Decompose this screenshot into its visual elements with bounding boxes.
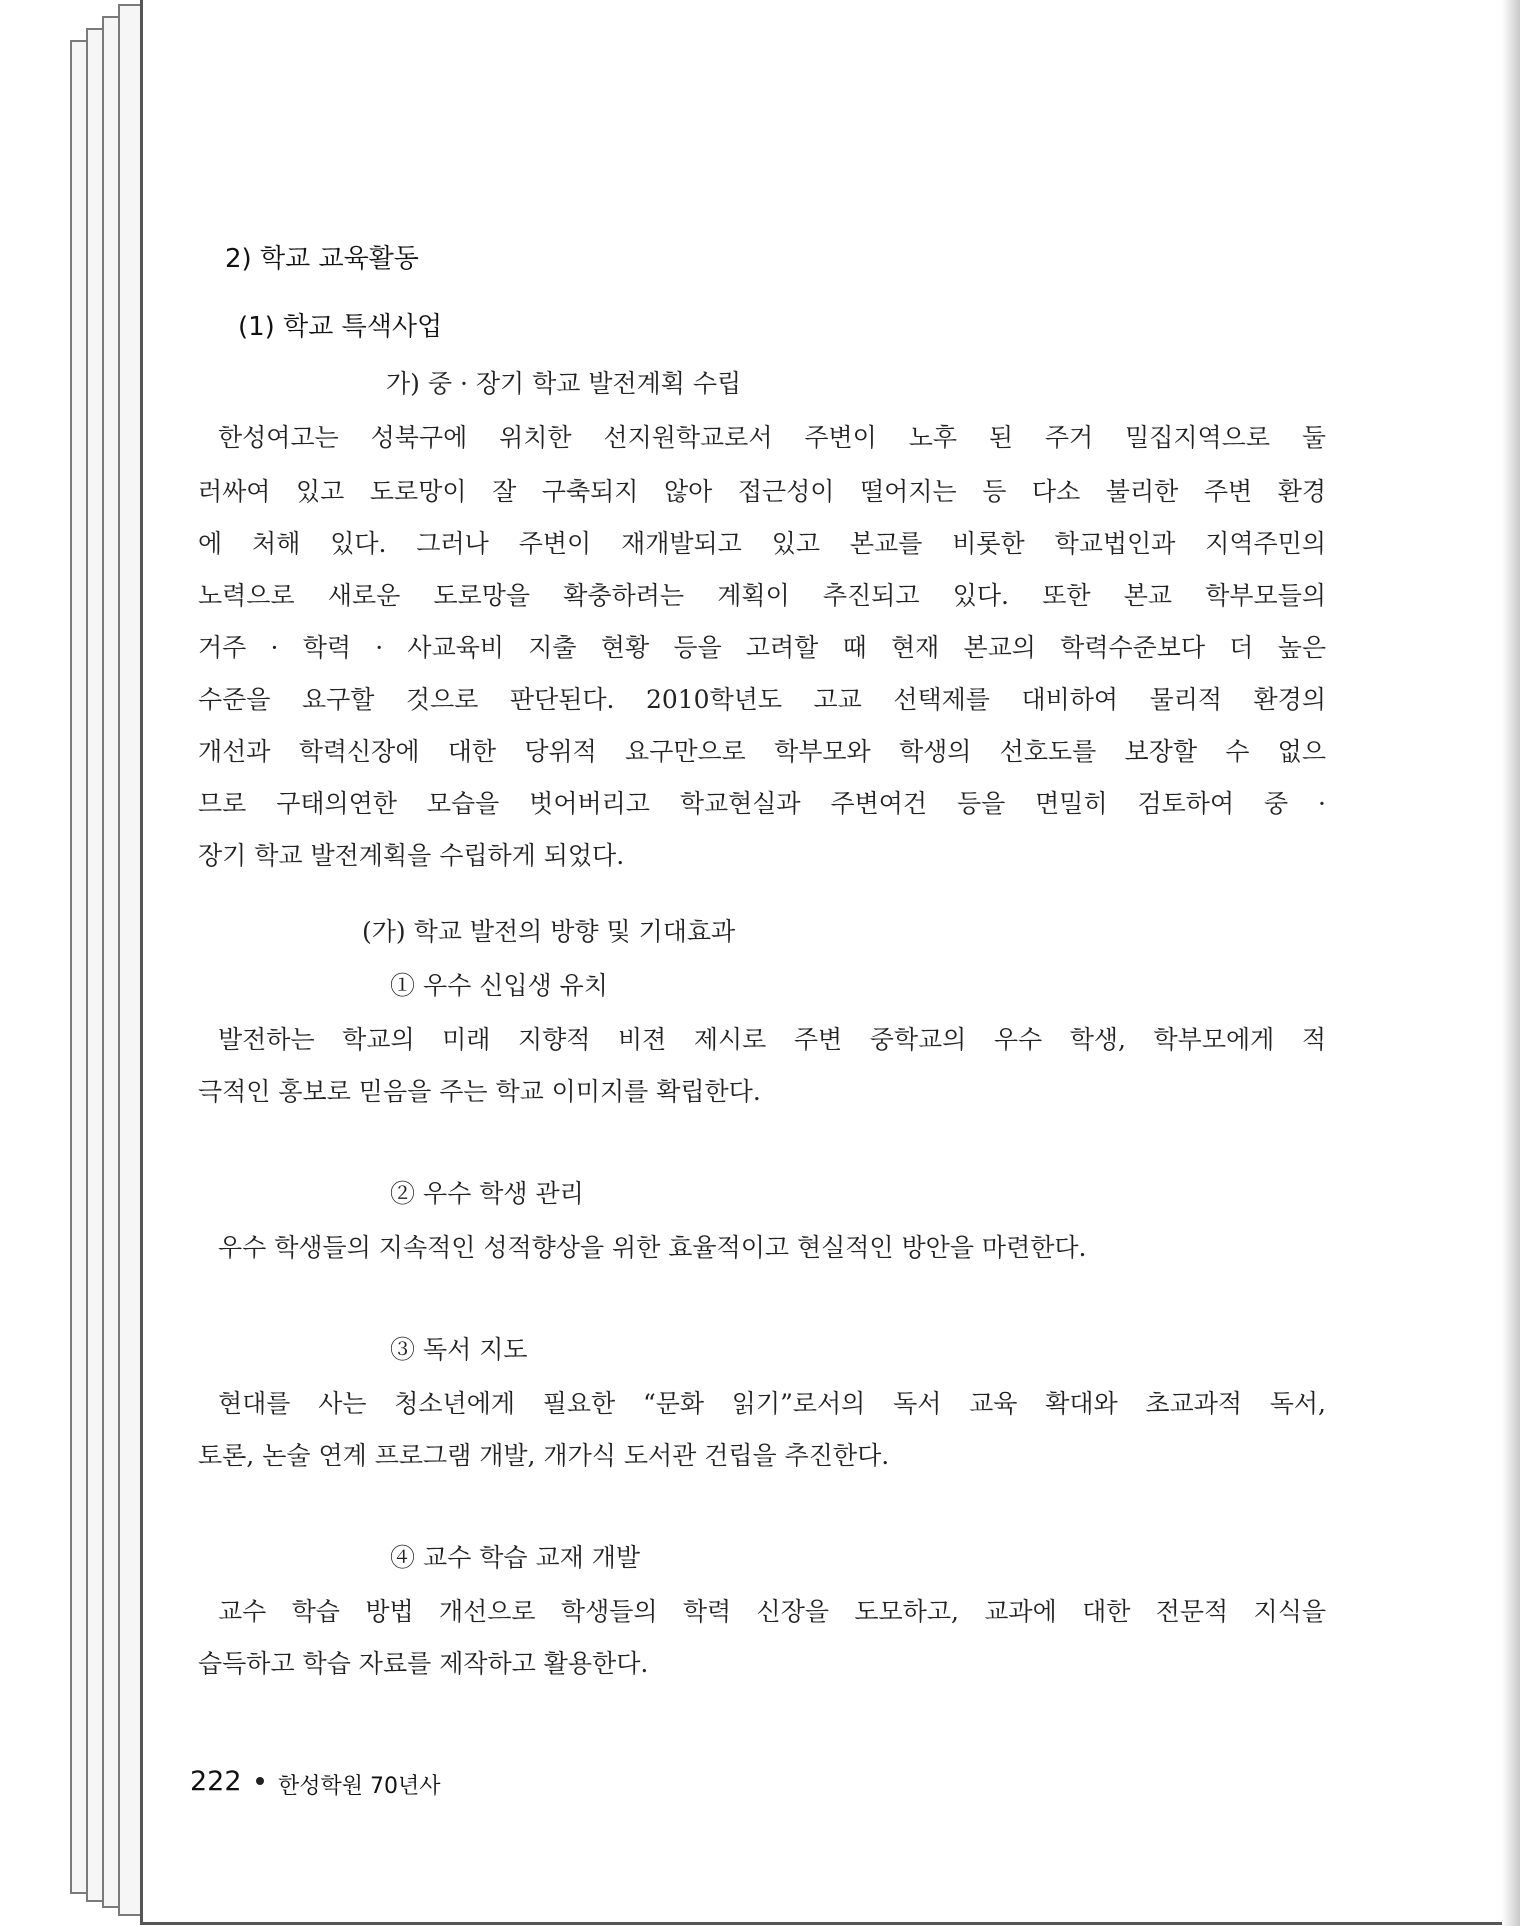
subsection-heading: (1) 학교 특색사업 <box>238 312 443 342</box>
paragraph-line: 러싸여 있고 도로망이 잘 구축되지 않아 접근성이 떨어지는 등 다소 불리한 주변 환경 <box>198 477 1326 506</box>
paragraph-line: 수준을 요구할 것으로 판단된다. 2010학년도 고교 선택제를 대비하여 물리적 환경의 <box>198 685 1326 714</box>
list-item-title: ③ 독서 지도 <box>390 1335 528 1364</box>
page-sheet <box>140 0 1505 1925</box>
paragraph-line: 개선과 학력신장에 대한 당위적 요구만으로 학부모와 학생의 선호도를 보장할 수 없으 <box>198 737 1326 766</box>
paragraph-line: 토론, 논술 연계 프로그램 개발, 개가식 도서관 건립을 추진한다. <box>198 1441 890 1470</box>
paragraph-line: 발전하는 학교의 미래 지향적 비젼 제시로 주변 중학교의 우수 학생, 학부모에게 적 <box>218 1025 1326 1054</box>
paragraph-line: 므로 구태의연한 모습을 벗어버리고 학교현실과 주변여건 등을 면밀히 검토하여 중 · <box>198 789 1326 818</box>
paragraph-line: 에 처해 있다. 그러나 주변이 재개발되고 있고 본교를 비롯한 학교법인과 지역주민의 <box>198 529 1326 558</box>
sub-title: (가) 학교 발전의 방향 및 기대효과 <box>362 917 736 946</box>
page-shadow <box>1502 0 1520 1926</box>
paragraph-line: 현대를 사는 청소년에게 필요한 “문화 읽기”로서의 독서 교육 확대와 초교과적 독서, <box>218 1389 1326 1418</box>
list-item-title: ④ 교수 학습 교재 개발 <box>390 1543 640 1572</box>
list-item-title: ① 우수 신입생 유치 <box>390 971 608 1000</box>
bullet-icon <box>256 1777 264 1785</box>
paragraph-line: 교수 학습 방법 개선으로 학생들의 학력 신장을 도모하고, 교과에 대한 전문적 지식을 <box>218 1597 1326 1626</box>
paragraph-line: 극적인 홍보로 믿음을 주는 학교 이미지를 확립한다. <box>198 1077 761 1106</box>
list-item-title: ② 우수 학생 관리 <box>390 1179 584 1208</box>
book-title: 한성학원 70년사 <box>278 1774 441 1799</box>
paragraph-line: 한성여고는 성북구에 위치한 선지원학교로서 주변이 노후 된 주거 밀집지역으로 둘 <box>218 423 1326 452</box>
paragraph-line: 거주 · 학력 · 사교육비 지출 현황 등을 고려할 때 현재 본교의 학력수준보다 더 높은 <box>198 633 1326 662</box>
paragraph-line: 장기 학교 발전계획을 수립하게 되었다. <box>198 841 625 870</box>
paragraph-line: 노력으로 새로운 도로망을 확충하려는 계획이 추진되고 있다. 또한 본교 학부모들의 <box>198 581 1326 610</box>
page-number: 222 <box>190 1766 242 1797</box>
section-heading: 2) 학교 교육활동 <box>225 244 419 274</box>
paragraph-line: 습득하고 학습 자료를 제작하고 활용한다. <box>198 1649 649 1678</box>
paragraph-line: 우수 학생들의 지속적인 성적향상을 위한 효율적이고 현실적인 방안을 마련한다. <box>218 1233 1087 1262</box>
item-title: 가) 중 · 장기 학교 발전계획 수립 <box>386 369 742 398</box>
